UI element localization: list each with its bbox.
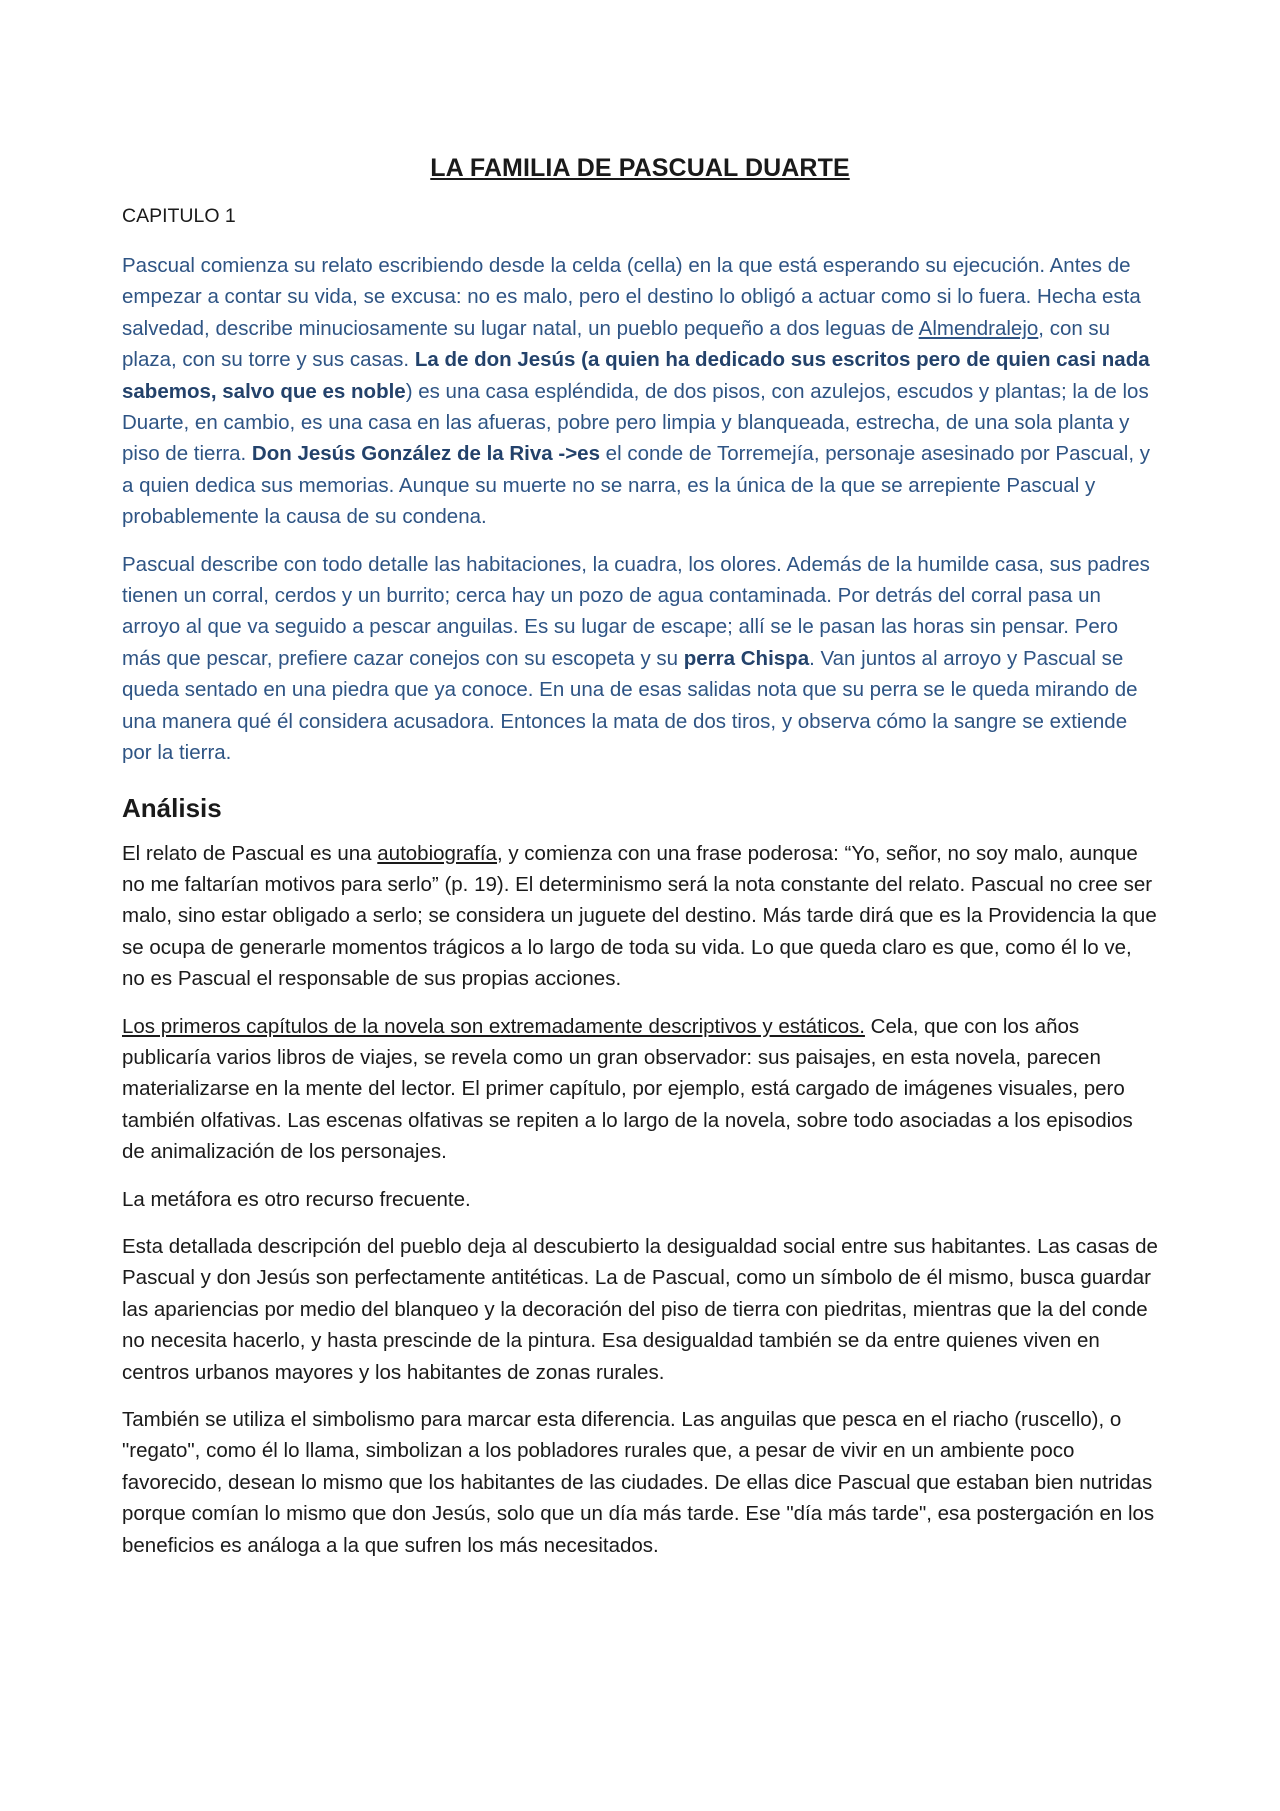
summary-paragraph-1 [122, 250, 1158, 533]
analysis-paragraph-5: También se utiliza el simbolismo para marcar esta diferencia. Las anguilas que pesca en el riacho (ruscello), o "regato", como él lo llama, simbolizan a los pobladores rurales que, a pesar de vivir en un ambiente poco favorecido, desean lo mismo que los habitantes de las ciudades. De ellas dice Pascual que estaban bien nutridas porque comían lo mismo que don Jesús, solo que un día más tarde. Ese "día más tarde", esa postergación en los beneficios es análoga a la que sufren los más necesitados. [122, 1408, 1155, 1557]
analysis-paragraph-4: Esta detallada descripción del pueblo deja al descubierto la desigualdad social entre sus habitantes. Las casas de Pascual y don Jesús son perfectamente antitéticas. La de Pascual, como un símbolo de él mismo, busca guardar las apariencias por medio del blanqueo y la decoración del piso de tierra con piedritas, mientras que la del conde no necesita hacerlo, y hasta prescinde de la pintura. Esa desigualdad también se da entre quienes viven en centros urbanos mayores y los habitantes de zonas rurales. [122, 1234, 1158, 1384]
text-run: ) es una casa espléndida, de dos pisos, con azulejos, escudos y plantas; la de los Duarte, en cambio, es una casa en las afueras, pobre pero limpia y blanqueada, estrecha, de una sola planta y piso de tierra. [122, 379, 1149, 466]
text-run: Pascual comienza su relato escribiendo desde la celda (cella) en la que está esperando su ejecución. Antes de empezar a contar su vida, se excusa: no es malo, pero el destino lo obligó a actuar como si lo fuera. Hecha esta salvedad, describe minuciosamente su lugar natal, un pueblo pequeño a dos leguas de [122, 254, 1141, 340]
underlined-run: autobiografía [377, 841, 497, 865]
text-run: Cela, que con los años publicaría varios libros de viajes, se revela como un gran observador: sus paisajes, en esta novela, parecen materializarse en la mente del lector. El primer capítulo, por ejemplo, está cargado de imágenes visuales, pero también olfativas. Las escenas olfativas se repiten a lo largo de la novela, sobre todo asociadas a los episodios de animalización de los personajes. [122, 1014, 1133, 1164]
bold-run: perra Chispa [683, 646, 810, 670]
analysis-heading: Análisis [122, 792, 222, 823]
document-title: LA FAMILIA DE PASCUAL DUARTE [430, 154, 850, 182]
bold-run: La de don Jesús (a quien ha dedicado sus escritos pero de quien casi nada sabemos, salvo que es noble [122, 348, 1150, 403]
text-run: . Van juntos al arroyo y Pascual se queda sentado en una piedra que ya conoce. En una de esas salidas nota que su perra se le queda mirando de una manera qué él considera acusadora. Entonces la mata de dos tiros, y observa cómo la sangre se extiende por la tierra. [122, 646, 1138, 765]
text-run: El relato de Pascual es una [122, 841, 378, 865]
underlined-run: Los primeros capítulos de la novela son extremadamente descriptivos y estáticos. [122, 1014, 865, 1038]
text-run: , con su plaza, con su torre y sus casas. [122, 316, 1111, 372]
analysis-paragraph-1 [122, 838, 1158, 995]
text-run: el conde de Torremejía, personaje asesinado por Pascual, y a quien dedica sus memorias. Aunque su muerte no se narra, es la única de la que se arrepiente Pascual y probablemente la causa de su condena. [122, 442, 1151, 529]
analysis-paragraph-3: La metáfora es otro recurso frecuente. [122, 1187, 471, 1211]
chapter-label: CAPITULO 1 [122, 205, 236, 227]
summary-paragraph-2 [122, 549, 1158, 769]
text-run: Pascual describe con todo detalle las habitaciones, la cuadra, los olores. Además de la humilde casa, sus padres tienen un corral, cerdos y un burrito; cerca hay un pozo de agua contaminada. Por detrás del corral pasa un arroyo al que va seguido a pescar anguilas. Es su lugar de escape; allí se le pasan las horas sin pensar. Pero más que pescar, prefiere cazar conejos con su escopeta y su [122, 552, 1150, 670]
analysis-paragraph-2 [122, 1011, 1158, 1168]
almendralejo-link[interactable]: Almendralejo [918, 316, 1039, 340]
text-run: , y comienza con una frase poderosa: “Yo, señor, no soy malo, aunque no me faltarían motivos para serlo” (p. 19). El determinismo será la nota constante del relato. Pascual no cree ser malo, sino estar obligado a serlo; se considera un juguete del destino. Más tarde dirá que es la Providencia la que se ocupa de generarle momentos trágicos a lo largo de toda su vida. Lo que queda claro es que, como él lo ve, no es Pascual el responsable de sus propias acciones. [122, 841, 1157, 991]
bold-run: Don Jesús González de la Riva ->es [251, 442, 600, 466]
